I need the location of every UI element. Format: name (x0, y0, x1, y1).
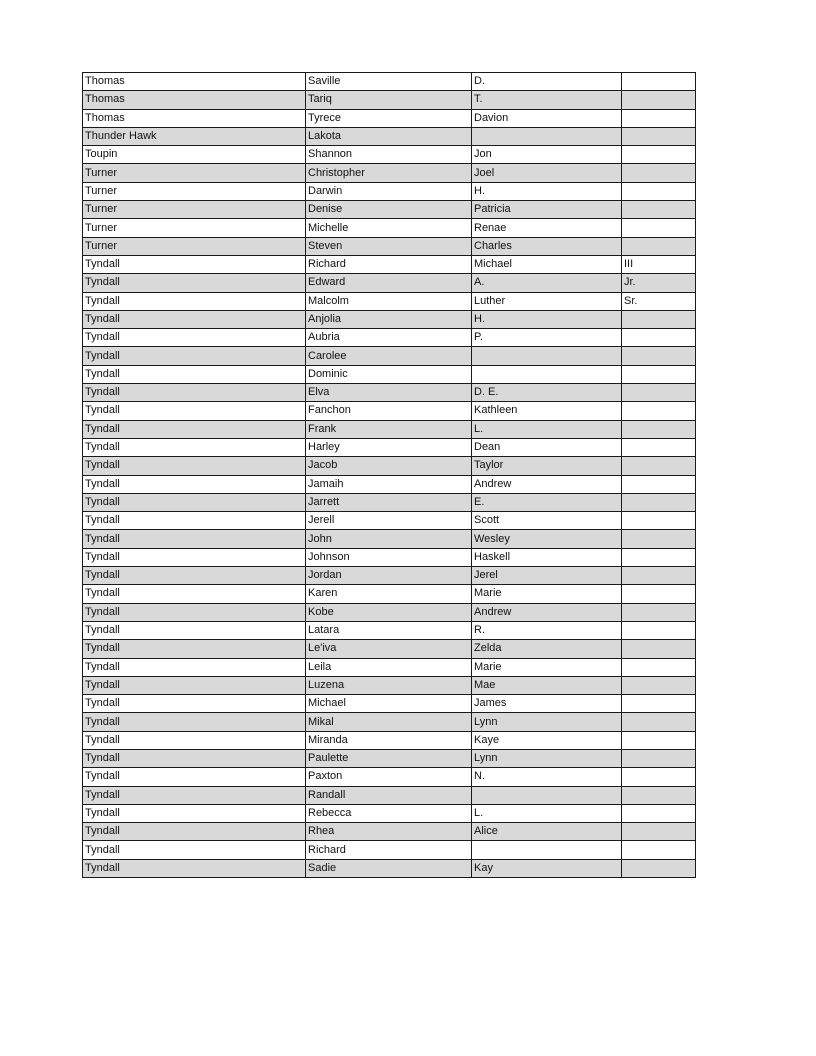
table-row (83, 567, 696, 585)
last-name-cell: Tyndall (83, 512, 306, 530)
suffix-cell (622, 713, 696, 731)
first-name-cell: Jamaih (306, 475, 472, 493)
table-row (83, 640, 696, 658)
first-name-cell: John (306, 530, 472, 548)
middle-name-cell: Alice (472, 823, 622, 841)
table-row (83, 841, 696, 859)
table-row (83, 109, 696, 127)
middle-name-cell: L. (472, 420, 622, 438)
table-row (83, 164, 696, 182)
first-name-cell: Saville (306, 73, 472, 91)
suffix-cell (622, 347, 696, 365)
last-name-cell: Thunder Hawk (83, 127, 306, 145)
table-row (83, 768, 696, 786)
first-name-cell: Jacob (306, 457, 472, 475)
first-name-cell: Le'iva (306, 640, 472, 658)
first-name-cell: Steven (306, 237, 472, 255)
first-name-cell: Johnson (306, 548, 472, 566)
suffix-cell (622, 786, 696, 804)
table-row (83, 255, 696, 273)
middle-name-cell: Scott (472, 512, 622, 530)
last-name-cell: Tyndall (83, 329, 306, 347)
middle-name-cell: Andrew (472, 475, 622, 493)
middle-name-cell: Andrew (472, 603, 622, 621)
suffix-cell (622, 91, 696, 109)
last-name-cell: Tyndall (83, 749, 306, 767)
table-row (83, 512, 696, 530)
suffix-cell (622, 127, 696, 145)
first-name-cell: Rhea (306, 823, 472, 841)
middle-name-cell: Michael (472, 255, 622, 273)
suffix-cell (622, 420, 696, 438)
last-name-cell: Tyndall (83, 274, 306, 292)
last-name-cell: Tyndall (83, 384, 306, 402)
middle-name-cell: Joel (472, 164, 622, 182)
last-name-cell: Tyndall (83, 823, 306, 841)
table-row (83, 91, 696, 109)
last-name-cell: Tyndall (83, 292, 306, 310)
first-name-cell: Elva (306, 384, 472, 402)
first-name-cell: Dominic (306, 365, 472, 383)
suffix-cell (622, 310, 696, 328)
last-name-cell: Turner (83, 164, 306, 182)
middle-name-cell: D. E. (472, 384, 622, 402)
suffix-cell (622, 658, 696, 676)
table-row (83, 713, 696, 731)
middle-name-cell: R. (472, 621, 622, 639)
table-row (83, 347, 696, 365)
table-row (83, 493, 696, 511)
suffix-cell: III (622, 255, 696, 273)
last-name-cell: Tyndall (83, 768, 306, 786)
middle-name-cell: James (472, 695, 622, 713)
suffix-cell (622, 823, 696, 841)
first-name-cell: Tyrece (306, 109, 472, 127)
middle-name-cell: Marie (472, 658, 622, 676)
first-name-cell: Denise (306, 201, 472, 219)
suffix-cell (622, 603, 696, 621)
middle-name-cell (472, 786, 622, 804)
middle-name-cell: H. (472, 182, 622, 200)
suffix-cell: Jr. (622, 274, 696, 292)
table-row (83, 73, 696, 91)
first-name-cell: Miranda (306, 731, 472, 749)
last-name-cell: Tyndall (83, 530, 306, 548)
suffix-cell (622, 457, 696, 475)
table-row (83, 219, 696, 237)
suffix-cell (622, 567, 696, 585)
suffix-cell (622, 384, 696, 402)
last-name-cell: Tyndall (83, 310, 306, 328)
first-name-cell: Michael (306, 695, 472, 713)
middle-name-cell: H. (472, 310, 622, 328)
last-name-cell: Tyndall (83, 420, 306, 438)
first-name-cell: Randall (306, 786, 472, 804)
suffix-cell (622, 438, 696, 456)
suffix-cell (622, 512, 696, 530)
middle-name-cell: Luther (472, 292, 622, 310)
last-name-cell: Tyndall (83, 347, 306, 365)
table-row (83, 127, 696, 145)
table-row (83, 402, 696, 420)
suffix-cell (622, 548, 696, 566)
first-name-cell: Carolee (306, 347, 472, 365)
middle-name-cell: Renae (472, 219, 622, 237)
first-name-cell: Paulette (306, 749, 472, 767)
middle-name-cell: Taylor (472, 457, 622, 475)
first-name-cell: Leila (306, 658, 472, 676)
middle-name-cell: Mae (472, 676, 622, 694)
suffix-cell: Sr. (622, 292, 696, 310)
middle-name-cell: Zelda (472, 640, 622, 658)
middle-name-cell: Haskell (472, 548, 622, 566)
suffix-cell (622, 109, 696, 127)
suffix-cell (622, 731, 696, 749)
first-name-cell: Fanchon (306, 402, 472, 420)
table-row (83, 292, 696, 310)
table-row (83, 786, 696, 804)
last-name-cell: Tyndall (83, 255, 306, 273)
first-name-cell: Richard (306, 255, 472, 273)
first-name-cell: Frank (306, 420, 472, 438)
first-name-cell: Aubria (306, 329, 472, 347)
suffix-cell (622, 640, 696, 658)
last-name-cell: Tyndall (83, 713, 306, 731)
suffix-cell (622, 329, 696, 347)
table-row (83, 548, 696, 566)
first-name-cell: Jarrett (306, 493, 472, 511)
first-name-cell: Karen (306, 585, 472, 603)
last-name-cell: Tyndall (83, 640, 306, 658)
table-row (83, 365, 696, 383)
last-name-cell: Tyndall (83, 585, 306, 603)
last-name-cell: Tyndall (83, 438, 306, 456)
last-name-cell: Tyndall (83, 402, 306, 420)
first-name-cell: Edward (306, 274, 472, 292)
last-name-cell: Tyndall (83, 603, 306, 621)
table-row (83, 859, 696, 877)
suffix-cell (622, 201, 696, 219)
first-name-cell: Latara (306, 621, 472, 639)
table-row (83, 182, 696, 200)
first-name-cell: Lakota (306, 127, 472, 145)
suffix-cell (622, 768, 696, 786)
suffix-cell (622, 182, 696, 200)
table-row (83, 676, 696, 694)
table-row (83, 475, 696, 493)
middle-name-cell: Kay (472, 859, 622, 877)
middle-name-cell: Davion (472, 109, 622, 127)
first-name-cell: Shannon (306, 146, 472, 164)
middle-name-cell: Lynn (472, 713, 622, 731)
middle-name-cell: Wesley (472, 530, 622, 548)
middle-name-cell (472, 127, 622, 145)
first-name-cell: Harley (306, 438, 472, 456)
suffix-cell (622, 475, 696, 493)
middle-name-cell (472, 365, 622, 383)
suffix-cell (622, 365, 696, 383)
middle-name-cell: Patricia (472, 201, 622, 219)
middle-name-cell: E. (472, 493, 622, 511)
suffix-cell (622, 402, 696, 420)
last-name-cell: Tyndall (83, 548, 306, 566)
table-row (83, 585, 696, 603)
suffix-cell (622, 749, 696, 767)
table-row (83, 329, 696, 347)
first-name-cell: Richard (306, 841, 472, 859)
table-row (83, 749, 696, 767)
suffix-cell (622, 804, 696, 822)
last-name-cell: Turner (83, 219, 306, 237)
last-name-cell: Thomas (83, 109, 306, 127)
last-name-cell: Tyndall (83, 786, 306, 804)
suffix-cell (622, 841, 696, 859)
last-name-cell: Turner (83, 201, 306, 219)
last-name-cell: Tyndall (83, 493, 306, 511)
last-name-cell: Tyndall (83, 695, 306, 713)
last-name-cell: Tyndall (83, 859, 306, 877)
last-name-cell: Tyndall (83, 365, 306, 383)
last-name-cell: Tyndall (83, 658, 306, 676)
middle-name-cell: Jerel (472, 567, 622, 585)
table-row (83, 438, 696, 456)
suffix-cell (622, 695, 696, 713)
first-name-cell: Tariq (306, 91, 472, 109)
middle-name-cell: Charles (472, 237, 622, 255)
first-name-cell: Sadie (306, 859, 472, 877)
table-row (83, 237, 696, 255)
last-name-cell: Tyndall (83, 567, 306, 585)
table-row (83, 201, 696, 219)
middle-name-cell: Marie (472, 585, 622, 603)
first-name-cell: Darwin (306, 182, 472, 200)
last-name-cell: Thomas (83, 91, 306, 109)
table-row (83, 384, 696, 402)
first-name-cell: Malcolm (306, 292, 472, 310)
table-row (83, 274, 696, 292)
suffix-cell (622, 164, 696, 182)
middle-name-cell: P. (472, 329, 622, 347)
last-name-cell: Tyndall (83, 457, 306, 475)
middle-name-cell: D. (472, 73, 622, 91)
first-name-cell: Jordan (306, 567, 472, 585)
last-name-cell: Turner (83, 182, 306, 200)
middle-name-cell: Dean (472, 438, 622, 456)
first-name-cell: Jerell (306, 512, 472, 530)
first-name-cell: Mikal (306, 713, 472, 731)
first-name-cell: Rebecca (306, 804, 472, 822)
table-row (83, 658, 696, 676)
last-name-cell: Toupin (83, 146, 306, 164)
middle-name-cell (472, 347, 622, 365)
middle-name-cell (472, 841, 622, 859)
table-row (83, 823, 696, 841)
middle-name-cell: T. (472, 91, 622, 109)
suffix-cell (622, 621, 696, 639)
table-row (83, 457, 696, 475)
suffix-cell (622, 73, 696, 91)
last-name-cell: Tyndall (83, 621, 306, 639)
suffix-cell (622, 219, 696, 237)
first-name-cell: Christopher (306, 164, 472, 182)
names-table-body (83, 73, 696, 878)
middle-name-cell: Kathleen (472, 402, 622, 420)
first-name-cell: Luzena (306, 676, 472, 694)
last-name-cell: Tyndall (83, 475, 306, 493)
last-name-cell: Tyndall (83, 676, 306, 694)
table-row (83, 731, 696, 749)
table-row (83, 804, 696, 822)
suffix-cell (622, 859, 696, 877)
suffix-cell (622, 585, 696, 603)
table-row (83, 420, 696, 438)
middle-name-cell: A. (472, 274, 622, 292)
middle-name-cell: Jon (472, 146, 622, 164)
middle-name-cell: N. (472, 768, 622, 786)
suffix-cell (622, 493, 696, 511)
last-name-cell: Tyndall (83, 731, 306, 749)
table-row (83, 530, 696, 548)
names-table (82, 72, 696, 878)
suffix-cell (622, 146, 696, 164)
table-row (83, 146, 696, 164)
first-name-cell: Paxton (306, 768, 472, 786)
first-name-cell: Michelle (306, 219, 472, 237)
middle-name-cell: Lynn (472, 749, 622, 767)
suffix-cell (622, 237, 696, 255)
last-name-cell: Thomas (83, 73, 306, 91)
suffix-cell (622, 530, 696, 548)
last-name-cell: Turner (83, 237, 306, 255)
suffix-cell (622, 676, 696, 694)
table-row (83, 603, 696, 621)
table-row (83, 695, 696, 713)
last-name-cell: Tyndall (83, 804, 306, 822)
table-row (83, 621, 696, 639)
first-name-cell: Kobe (306, 603, 472, 621)
last-name-cell: Tyndall (83, 841, 306, 859)
first-name-cell: Anjolia (306, 310, 472, 328)
middle-name-cell: L. (472, 804, 622, 822)
middle-name-cell: Kaye (472, 731, 622, 749)
table-row (83, 310, 696, 328)
